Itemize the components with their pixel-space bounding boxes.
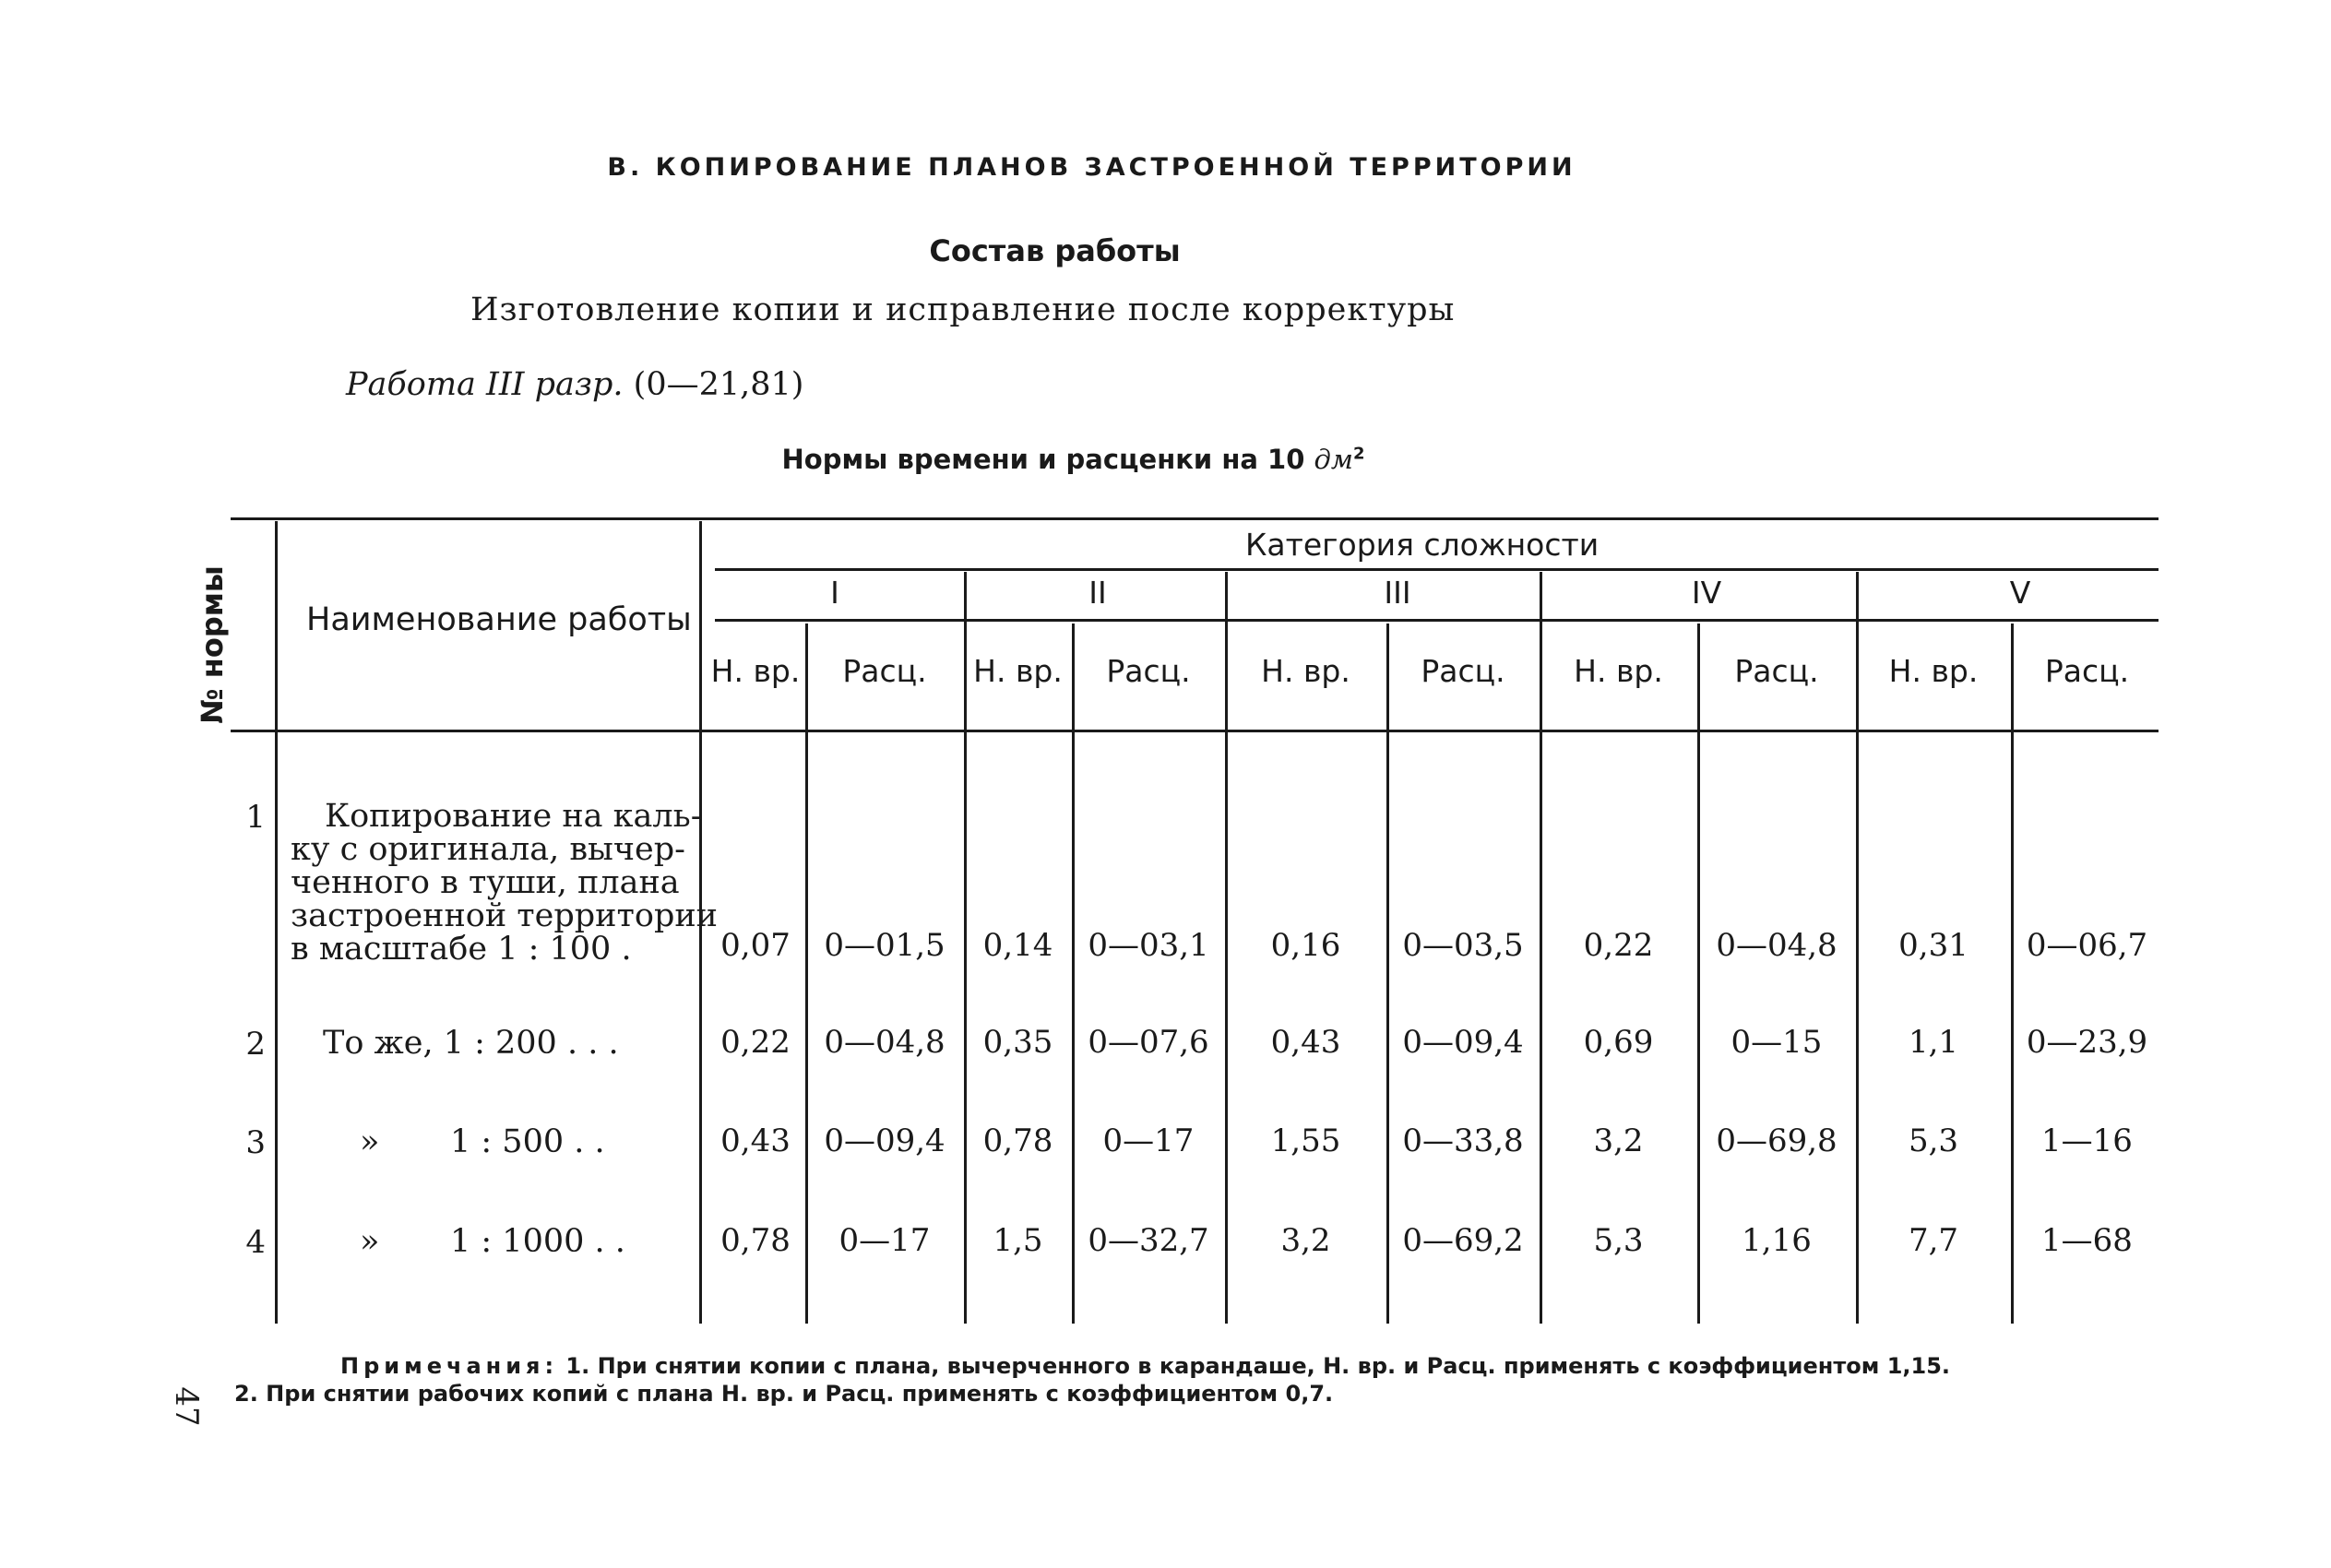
norm-number: 3 xyxy=(245,1124,266,1161)
rate-value: 0—03,1 xyxy=(1088,927,1209,964)
rate-value: 0—03,5 xyxy=(1402,927,1524,964)
time-norm-value: 0,43 xyxy=(720,1123,791,1159)
ditto-mark: » xyxy=(360,1223,380,1260)
time-norm-header: Н. вр. xyxy=(710,653,801,689)
norm-number: 1 xyxy=(245,799,266,836)
work-name-line: Копирование на каль- xyxy=(325,798,702,835)
ditto-mark: » xyxy=(360,1123,380,1160)
time-norm-value: 3,2 xyxy=(1593,1123,1644,1159)
work-grade xyxy=(346,366,803,403)
time-norm-value: 0,78 xyxy=(982,1123,1053,1159)
work-name-line: в масштабе 1 : 100 . xyxy=(291,931,632,968)
rate-value: 0—06,7 xyxy=(2026,927,2148,964)
rate-value: 0—69,8 xyxy=(1716,1123,1837,1159)
note-line-2 xyxy=(234,1380,2079,1408)
time-norm-value: 3,2 xyxy=(1280,1222,1331,1259)
page-number: 47 xyxy=(168,1386,205,1427)
rate-value: 0—69,2 xyxy=(1402,1222,1524,1259)
norm-number: 4 xyxy=(245,1224,266,1261)
section-title: В. КОПИРОВАНИЕ ПЛАНОВ ЗАСТРОЕННОЙ ТЕРРИТОРИИ xyxy=(607,153,1576,182)
col-divider-cat1 xyxy=(805,624,808,1324)
rate-value: 1—68 xyxy=(2041,1222,2133,1259)
header-bottom-rule xyxy=(231,730,2159,732)
col-divider-cat3b xyxy=(1386,624,1389,1324)
rate-value: 0—15 xyxy=(1730,1024,1823,1061)
rate-header: Расц. xyxy=(1734,653,1819,689)
norms-unit-power: 2 xyxy=(1352,444,1365,464)
rate-value: 0—17 xyxy=(1102,1123,1195,1159)
time-norm-value: 0,14 xyxy=(982,927,1053,964)
rate-value: 0—32,7 xyxy=(1088,1222,1209,1259)
time-norm-value: 0,22 xyxy=(720,1024,791,1061)
category-header-2: II xyxy=(1088,575,1107,611)
time-norm-value: 0,69 xyxy=(1583,1024,1654,1061)
complexity-header: Категория сложности xyxy=(1245,527,1600,563)
col-divider-no xyxy=(275,521,278,1324)
composition-title: Состав работы xyxy=(929,233,1181,268)
norms-title-text: Нормы времени и расценки на 10 xyxy=(781,444,1305,475)
work-name-line: ченного в туши, плана xyxy=(291,864,680,901)
rate-header: Расц. xyxy=(1421,653,1505,689)
rate-value: 0—09,4 xyxy=(824,1123,945,1159)
rate-value: 0—09,4 xyxy=(1402,1024,1524,1061)
work-grade-label: Работа III разр. xyxy=(346,366,624,403)
col-divider-cat5b xyxy=(2011,624,2014,1324)
rate-header: Расц. xyxy=(2044,653,2130,689)
work-name-header: Наименование работы xyxy=(306,601,692,638)
rate-value: 1,16 xyxy=(1742,1222,1812,1259)
rate-value: 0—23,9 xyxy=(2026,1024,2148,1061)
rate-value: 0—04,8 xyxy=(824,1024,945,1061)
time-norm-value: 5,3 xyxy=(1908,1123,1959,1159)
norms-title xyxy=(0,444,2239,475)
complexity-rule xyxy=(715,568,2159,571)
work-name-line: 1 : 1000 . . xyxy=(450,1223,625,1260)
time-norm-value: 1,5 xyxy=(993,1222,1043,1259)
rate-value: 0—07,6 xyxy=(1088,1024,1209,1061)
time-norm-header: Н. вр. xyxy=(1574,653,1663,689)
work-name-line: ку с оригинала, вычер- xyxy=(291,831,685,868)
note-2: 2. При снятии рабочих копий с плана Н. вр. и Расц. применять с коэффициентом 0,7. xyxy=(234,1381,1334,1407)
rate-value: 0—17 xyxy=(838,1222,931,1259)
norm-number-header: № нормы xyxy=(195,565,230,724)
category-header-4: IV xyxy=(1691,575,1722,611)
rate-header: Расц. xyxy=(1106,653,1191,689)
composition-text: Изготовление копии и исправление после корректуры xyxy=(470,291,1456,328)
work-name-line: 1 : 500 . . xyxy=(450,1123,605,1160)
col-divider-cat2b xyxy=(1072,624,1075,1324)
time-norm-value: 1,55 xyxy=(1270,1123,1341,1159)
rate-value: 0—33,8 xyxy=(1402,1123,1524,1159)
time-norm-header: Н. вр. xyxy=(1261,653,1350,689)
work-name-line: застроенной территории xyxy=(291,897,718,934)
time-norm-value: 0,22 xyxy=(1583,927,1654,964)
col-divider-cat4b xyxy=(1697,624,1700,1324)
time-norm-value: 0,43 xyxy=(1270,1024,1341,1061)
rate-header: Расц. xyxy=(842,653,927,689)
table-top-rule xyxy=(231,517,2159,520)
time-norm-header: Н. вр. xyxy=(1888,653,1979,689)
time-norm-value: 0,78 xyxy=(720,1222,791,1259)
category-rule xyxy=(715,619,2159,622)
notes-label: Примечания: xyxy=(340,1353,559,1379)
time-norm-value: 0,31 xyxy=(1898,927,1968,964)
time-norm-value: 0,16 xyxy=(1270,927,1341,964)
time-norm-header: Н. вр. xyxy=(973,653,1063,689)
rate-value: 1—16 xyxy=(2041,1123,2133,1159)
work-name-line: То же, 1 : 200 . . . xyxy=(323,1025,619,1062)
work-grade-rate: (0—21,81) xyxy=(633,366,804,403)
time-norm-value: 0,35 xyxy=(982,1024,1053,1061)
time-norm-value: 1,1 xyxy=(1908,1024,1959,1061)
rate-value: 0—01,5 xyxy=(824,927,945,964)
category-header-3: III xyxy=(1384,575,1411,611)
rate-value: 0—04,8 xyxy=(1716,927,1837,964)
time-norm-value: 7,7 xyxy=(1908,1222,1959,1259)
note-1: 1. При снятии копии с плана, вычерченного в карандаше, Н. вр. и Расц. применять с коэффициентом 1,15. xyxy=(565,1353,1951,1379)
norms-unit: дм xyxy=(1314,444,1353,475)
time-norm-value: 0,07 xyxy=(720,927,791,964)
notes xyxy=(234,1352,2079,1408)
category-header-1: I xyxy=(830,575,839,611)
note-line-1 xyxy=(234,1352,2079,1380)
norm-number: 2 xyxy=(245,1026,266,1063)
category-header-5: V xyxy=(2009,575,2031,611)
time-norm-value: 5,3 xyxy=(1593,1222,1644,1259)
